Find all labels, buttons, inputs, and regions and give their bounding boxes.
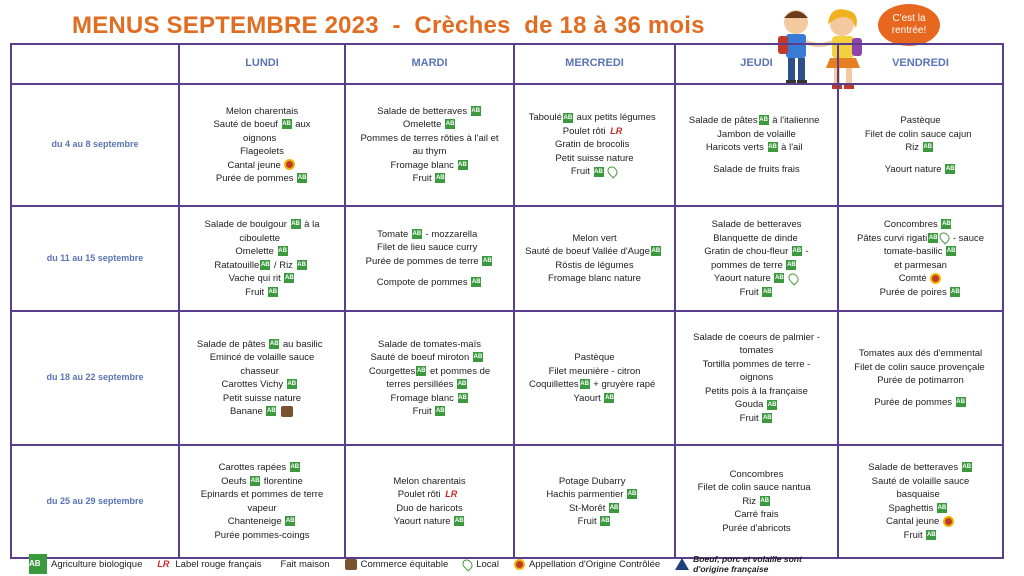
- bio-label-icon: AB: [278, 248, 287, 255]
- menu-item: Yaourt nature AB: [393, 516, 464, 527]
- menu-item: Fruit AB: [739, 286, 772, 298]
- bio-label-icon: AB: [412, 230, 422, 237]
- label-rouge-icon: LR: [445, 489, 458, 500]
- menu-item: Haricots verts AB à l'ail: [705, 142, 806, 153]
- week-label: du 18 au 22 septembre: [12, 312, 180, 446]
- menu-item: Petits pois à la française: [705, 385, 808, 397]
- commerce-equitable-icon: [345, 559, 357, 570]
- bio-label-icon: AB: [926, 531, 936, 538]
- menu-item: Riz AB: [905, 142, 933, 153]
- menu-item: Salade de betteraves AB: [377, 105, 481, 117]
- menu-item: Gratin de brocolis: [554, 139, 633, 151]
- local-pin-icon: [938, 231, 952, 245]
- menu-item: Riz AB: [742, 495, 770, 507]
- legend-label: Appellation d'Origine Contrôlée: [528, 558, 661, 570]
- menu-item: Purée de pommes AB: [215, 173, 307, 184]
- menu-item: terres persillées AB: [386, 379, 467, 390]
- day-header-vendredi: VENDREDI: [839, 45, 1004, 85]
- menu-item: Fruit AB: [903, 529, 936, 541]
- bio-label-icon: AB: [762, 415, 772, 422]
- menu-item: Concombres AB: [883, 219, 951, 230]
- bio-label-icon: AB: [580, 381, 589, 388]
- menu-item: tomates: [739, 345, 774, 357]
- menu-item: Filet meunière - citron: [548, 365, 641, 377]
- menu-item: Concombres: [729, 468, 784, 480]
- menu-table: [10, 43, 1004, 559]
- legend: [28, 552, 1018, 576]
- bio-label-icon: AB: [768, 144, 777, 151]
- bio-label-icon: AB: [942, 221, 951, 228]
- menu-item: Melon vert: [572, 232, 617, 244]
- menu-item: Pastèque: [574, 352, 615, 363]
- bio-label-icon: AB: [792, 248, 802, 255]
- bubble-line: rentrée!: [891, 25, 927, 36]
- menu-item: Pommes de terres rôties à l'ail et: [360, 132, 499, 144]
- bio-label-icon: AB: [458, 394, 467, 401]
- bio-label-icon: AB: [651, 248, 661, 255]
- corner-cell: [12, 45, 180, 85]
- bio-label-icon: AB: [775, 275, 784, 282]
- menu-item: Poulet rôti LR: [562, 125, 623, 137]
- menu-item: Yaourt AB: [573, 392, 614, 404]
- menu-cell: [839, 207, 1004, 312]
- menu-item: Jambon de volaille: [717, 128, 796, 140]
- menu-item: Sauté de boeuf Vallée d'Auge AB: [525, 246, 661, 257]
- menu-item: Spaghettis AB: [888, 502, 947, 514]
- menu-item: Petit suisse nature: [555, 152, 634, 164]
- menu-item: oignons: [243, 132, 279, 144]
- menu-item: Cantal jeune: [886, 515, 955, 529]
- menu-item: et parmesan: [894, 259, 947, 271]
- bio-label-icon: AB: [445, 121, 455, 128]
- menu-item: Purée de pommes de terre AB: [365, 255, 492, 267]
- bio-label-icon: AB: [482, 257, 492, 264]
- bio-label-icon: AB: [268, 288, 278, 295]
- menu-item: Purée pommes-coings: [214, 529, 310, 541]
- bio-label-icon: AB: [928, 234, 938, 241]
- bio-label-icon: AB: [627, 491, 637, 498]
- menu-item: vapeur: [247, 502, 277, 514]
- menu-cell: [180, 446, 346, 559]
- bio-label-icon: AB: [290, 464, 300, 471]
- menu-item: Sauté de volaille sauce: [871, 475, 970, 487]
- bio-label-icon: AB: [435, 408, 445, 415]
- menu-item: Taboulé AB aux petits légumes: [528, 112, 659, 124]
- bio-label-icon: AB: [759, 117, 768, 124]
- menu-cell: [346, 207, 515, 312]
- menu-item: Fruit AB: [577, 516, 610, 527]
- day-header-jeudi: JEUDI: [676, 45, 839, 85]
- bio-label-icon: AB: [951, 288, 960, 295]
- legend-label: Commerce équitable: [360, 558, 449, 570]
- menu-item: Filet de colin sauce nantua: [697, 482, 814, 494]
- bio-label-icon: AB: [285, 275, 294, 282]
- menu-item: Sauté de boeuf AB aux: [213, 119, 311, 130]
- legend-label: Label rouge français: [175, 558, 262, 570]
- bio-label-icon: AB: [760, 498, 770, 505]
- menu-item: Yaourt nature AB: [714, 272, 799, 286]
- legend-origin-note: [674, 554, 802, 574]
- menu-item: Melon charentais: [225, 105, 299, 117]
- bio-label-icon: AB: [297, 261, 306, 268]
- menu-item: Pâtes curvi rigati AB - sauce: [856, 232, 985, 244]
- bio-label-icon: AB: [600, 518, 610, 525]
- aoc-icon: [930, 273, 941, 284]
- menu-item: Salade de boulgour AB à la: [204, 219, 320, 230]
- menu-cell: [180, 207, 346, 312]
- menu-item: Fromage blanc nature: [548, 273, 641, 284]
- menu-item: Emincé de volaille sauce: [209, 352, 315, 363]
- menu-item: Hachis parmentier AB: [546, 489, 637, 500]
- bio-label-icon: AB: [471, 107, 481, 114]
- day-header-mardi: MARDI: [346, 45, 515, 85]
- menu-item: tomate-basilic AB: [883, 246, 956, 257]
- label-rouge-icon: LR: [157, 559, 170, 569]
- bio-label-icon: AB: [767, 401, 777, 408]
- bio-label-icon: AB: [260, 261, 270, 268]
- menu-cell: [676, 85, 839, 207]
- bio-label-icon: AB: [454, 518, 464, 525]
- legend-local: [462, 559, 499, 570]
- bio-label-icon: AB: [605, 394, 614, 401]
- menu-cell: [180, 85, 346, 207]
- bio-label-icon: AB: [563, 114, 573, 121]
- menu-item: Chanteneige AB: [227, 516, 295, 527]
- menu-item: Coquillettes AB + gruyère rapé: [529, 379, 658, 390]
- menu-item: Salade de coeurs de palmier -: [693, 331, 820, 343]
- legend-fait-maison: [275, 559, 329, 570]
- menu-item: Omelette AB: [402, 119, 455, 130]
- bio-label-icon: AB: [297, 175, 307, 182]
- menu-item: Pastèque: [900, 115, 941, 126]
- legend-commerce-equitable: [344, 559, 449, 570]
- menu-cell: [515, 207, 676, 312]
- menu-item: Filet de colin sauce provençale: [854, 361, 985, 373]
- bio-label-icon: AB: [457, 381, 467, 388]
- bio-label-icon: AB: [269, 340, 279, 347]
- legend-bio: [28, 554, 142, 574]
- menu-item: Carottes Vichy AB: [221, 379, 297, 390]
- menu-item: Purée de pommes AB: [874, 396, 965, 408]
- bio-label-icon: AB: [762, 288, 772, 295]
- menu-item: Carré frais: [734, 509, 779, 521]
- menu-item: chasseur: [240, 365, 282, 377]
- menu-item: Fruit AB: [245, 286, 278, 298]
- menu-item: Fruit AB: [412, 406, 445, 417]
- menu-item: St-Morêt AB: [568, 502, 619, 514]
- aoc-icon: [943, 516, 954, 527]
- bio-label-icon: AB: [962, 464, 972, 471]
- menu-item: Duo de haricots: [396, 502, 463, 514]
- menu-item: Compote de pommes AB: [376, 277, 481, 288]
- menu-item: Gouda AB: [734, 399, 777, 411]
- bio-label-icon: AB: [287, 381, 297, 388]
- menu-cell: [346, 312, 515, 446]
- menu-cell: [515, 85, 676, 207]
- menu-item: Tortilla pommes de terre -: [702, 358, 811, 370]
- origin-note-text: Boeuf, porc et volaille sont d'origine française: [693, 554, 802, 574]
- menu-item: Fromage blanc AB: [390, 392, 467, 404]
- menu-item: Fruit AB: [739, 412, 772, 424]
- aoc-icon: [284, 159, 295, 170]
- menu-item: basquaise: [896, 489, 943, 500]
- menu-item: Carottes rapées AB: [218, 462, 300, 473]
- week-label: du 11 au 15 septembre: [12, 207, 180, 312]
- bio-label-icon: AB: [282, 121, 291, 128]
- bio-label-icon: AB: [29, 554, 47, 574]
- menu-item: Sauté de boeuf miroton AB: [370, 352, 483, 363]
- menu-item: Purée de poires AB: [879, 286, 960, 298]
- menu-cell: [839, 312, 1004, 446]
- speech-bubble: [878, 4, 940, 46]
- week-label: du 25 au 29 septembre: [12, 446, 180, 559]
- bio-label-icon: AB: [471, 279, 481, 286]
- menu-item: Yaourt nature AB: [884, 163, 955, 175]
- bio-label-icon: AB: [594, 168, 603, 175]
- menu-item: au thym: [412, 146, 447, 157]
- menu-item: Fruit AB: [571, 165, 618, 179]
- bio-label-icon: AB: [937, 504, 947, 511]
- menu-item: Röstis de légumes: [555, 259, 634, 271]
- bio-label-icon: AB: [291, 221, 300, 228]
- menu-item: Tomates aux dés d'emmental: [858, 348, 983, 359]
- menu-item: Fruit AB: [412, 173, 445, 184]
- menu-item: Vache qui rit AB: [228, 273, 294, 284]
- bio-label-icon: AB: [609, 504, 619, 511]
- menu-item: pommes de terre AB: [710, 259, 796, 271]
- week-label: du 4 au 8 septembre: [12, 85, 180, 207]
- menu-cell: [676, 312, 839, 446]
- menu-cell: [515, 312, 676, 446]
- menu-item: Salade de tomates-maïs: [378, 338, 481, 350]
- menu-cell: [839, 85, 1004, 207]
- menu-cell: [346, 85, 515, 207]
- menu-item: Filet de lieu sauce curry: [377, 242, 480, 253]
- menu-item: Tomate AB - mozzarella: [377, 228, 480, 240]
- menu-item: Poulet rôti LR: [397, 489, 458, 500]
- bio-label-icon: AB: [267, 408, 276, 415]
- bio-label-icon: AB: [435, 175, 445, 182]
- bio-label-icon: AB: [285, 518, 295, 525]
- menu-cell: [515, 446, 676, 559]
- menu-item: Gratin de chou-fleur AB -: [704, 246, 809, 257]
- menu-item: Salade de pâtes AB au basilic: [196, 338, 326, 350]
- menu-item: Cantal jeune: [228, 159, 297, 173]
- commerce-equitable-icon: [281, 406, 293, 417]
- bio-label-icon: AB: [416, 367, 426, 374]
- menu-cell: [676, 207, 839, 312]
- menu-item: Comté: [899, 272, 943, 286]
- menu-item: Oeufs AB florentine: [221, 475, 303, 487]
- menu-item: Banane AB: [230, 405, 294, 419]
- menu-item: Courgettes AB et pommes de: [368, 365, 491, 377]
- menu-item: ciboulette: [239, 232, 283, 244]
- bio-label-icon: AB: [946, 248, 956, 255]
- menu-item: Salade de fruits frais: [713, 163, 800, 175]
- legend-aoc: [513, 559, 660, 570]
- label-rouge-icon: LR: [610, 126, 623, 137]
- legend-label-rouge: [156, 559, 261, 570]
- bio-label-icon: AB: [945, 165, 955, 172]
- day-header-lundi: LUNDI: [180, 45, 346, 85]
- menu-item: oignons: [739, 372, 774, 384]
- menu-item: Salade de betteraves: [711, 219, 802, 230]
- legend-label: Local: [476, 558, 499, 570]
- menu-item: Filet de colin sauce cajun: [864, 128, 975, 140]
- menu-item: Purée d'abricots: [722, 522, 791, 534]
- local-pin-icon: [606, 165, 620, 179]
- local-pin-icon: [461, 557, 475, 571]
- day-header-mercredi: MERCREDI: [515, 45, 676, 85]
- menu-item: Purée de potimarron: [877, 375, 964, 386]
- page-title: MENUS SEPTEMBRE 2023 - Crèches de 18 à 36 mois: [72, 12, 705, 39]
- aoc-icon: [514, 559, 525, 570]
- menu-item: Potage Dubarry: [558, 475, 629, 487]
- menu-item: Epinards et pommes de terre: [200, 489, 324, 500]
- menu-cell: [839, 446, 1004, 559]
- local-pin-icon: [787, 271, 801, 285]
- bio-label-icon: AB: [956, 398, 965, 405]
- legend-label: Fait maison: [280, 558, 330, 570]
- menu-item: Salade de pâtes AB à l'italienne: [688, 115, 823, 126]
- menu-item: Melon charentais: [393, 475, 466, 487]
- bio-label-icon: AB: [787, 261, 796, 268]
- warning-icon: [675, 558, 689, 570]
- menu-item: Flageolets: [240, 146, 284, 157]
- menu-cell: [346, 446, 515, 559]
- bio-label-icon: AB: [458, 161, 467, 168]
- menu-item: Omelette AB: [235, 246, 287, 257]
- bio-label-icon: AB: [473, 354, 483, 361]
- bio-label-icon: AB: [250, 477, 260, 484]
- menu-item: Ratatouille AB / Riz AB: [214, 259, 306, 271]
- menu-item: Salade de betteraves AB: [868, 462, 972, 473]
- menu-cell: [180, 312, 346, 446]
- bio-label-icon: AB: [923, 144, 933, 151]
- menu-item: Blanquette de dinde: [713, 232, 798, 244]
- menu-cell: [676, 446, 839, 559]
- bubble-line: C'est la: [892, 13, 926, 24]
- legend-label: Agriculture biologique: [51, 558, 143, 570]
- menu-item: Petit suisse nature: [222, 392, 302, 404]
- menu-item: Fromage blanc AB: [390, 159, 467, 171]
